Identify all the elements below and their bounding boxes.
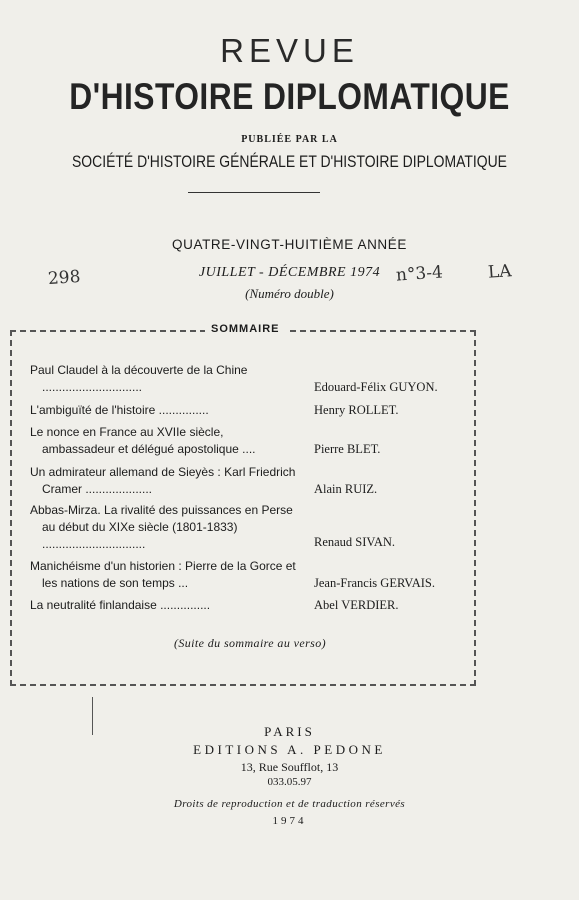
- entry-title: Abbas-Mirza. La rivalité des puissances en Perse au début du XIXe siècle (1801-1833) ...............................: [30, 503, 293, 551]
- publication-year: 1974: [272, 815, 307, 827]
- entry-title: Un admirateur allemand de Sieyès : Karl Friedrich Cramer ....................: [30, 465, 296, 496]
- society-name: SOCIÉTÉ D'HISTOIRE GÉNÉRALE ET D'HISTOIRE DIPLOMATIQUE: [72, 152, 507, 171]
- entry-title: Paul Claudel à la découverte de la Chine ..............................: [30, 363, 248, 394]
- handwritten-initials: LA: [487, 261, 513, 283]
- entry-title: Manichéisme d'un historien : Pierre de la Gorce et les nations de son temps ...: [30, 559, 296, 590]
- entry-author: Pierre BLET.: [314, 442, 381, 456]
- entry-author: Henry ROLLET.: [314, 403, 399, 417]
- issue-double: (Numéro double): [245, 286, 334, 301]
- page-title-line1: REVUE: [220, 32, 359, 69]
- handwritten-number: 298: [47, 266, 82, 290]
- summary-continued: (Suite du sommaire au verso): [173, 636, 327, 650]
- publisher-city: PARIS: [264, 724, 315, 739]
- rights-notice: Droits de reproduction et de traduction réservés: [173, 798, 406, 810]
- entry-title: Le nonce en France au XVIIe siècle, ambassadeur et délégué apostolique ....: [30, 425, 256, 456]
- title-rule: [188, 192, 320, 193]
- page-title-line2: D'HISTOIRE DIPLOMATIQUE: [69, 76, 510, 117]
- entry-author: Alain RUIZ.: [314, 482, 378, 496]
- entry-author: Renaud SIVAN.: [314, 535, 396, 549]
- entry-title: La neutralité finlandaise ...............: [30, 598, 211, 612]
- year-label: QUATRE-VINGT-HUITIÈME ANNÉE: [172, 237, 407, 252]
- publisher-name: EDITIONS A. PEDONE: [193, 742, 386, 757]
- published-by: PUBLIÉE PAR LA: [241, 134, 338, 145]
- issue-period: JUILLET - DÉCEMBRE 1974: [198, 265, 381, 280]
- entry-author: Jean-Francis GERVAIS.: [314, 576, 435, 590]
- entry-title: L'ambiguïté de l'histoire ...............: [30, 403, 209, 417]
- entry-author: Abel VERDIER.: [314, 598, 399, 612]
- publisher-address: 13, Rue Soufflot, 13: [240, 760, 339, 774]
- publisher-phone: 033.05.97: [267, 776, 312, 788]
- summary-heading: SOMMAIRE: [205, 323, 286, 335]
- entry-author: Edouard-Félix GUYON.: [314, 380, 438, 394]
- handwritten-issue-mark: n°3-4: [395, 262, 444, 286]
